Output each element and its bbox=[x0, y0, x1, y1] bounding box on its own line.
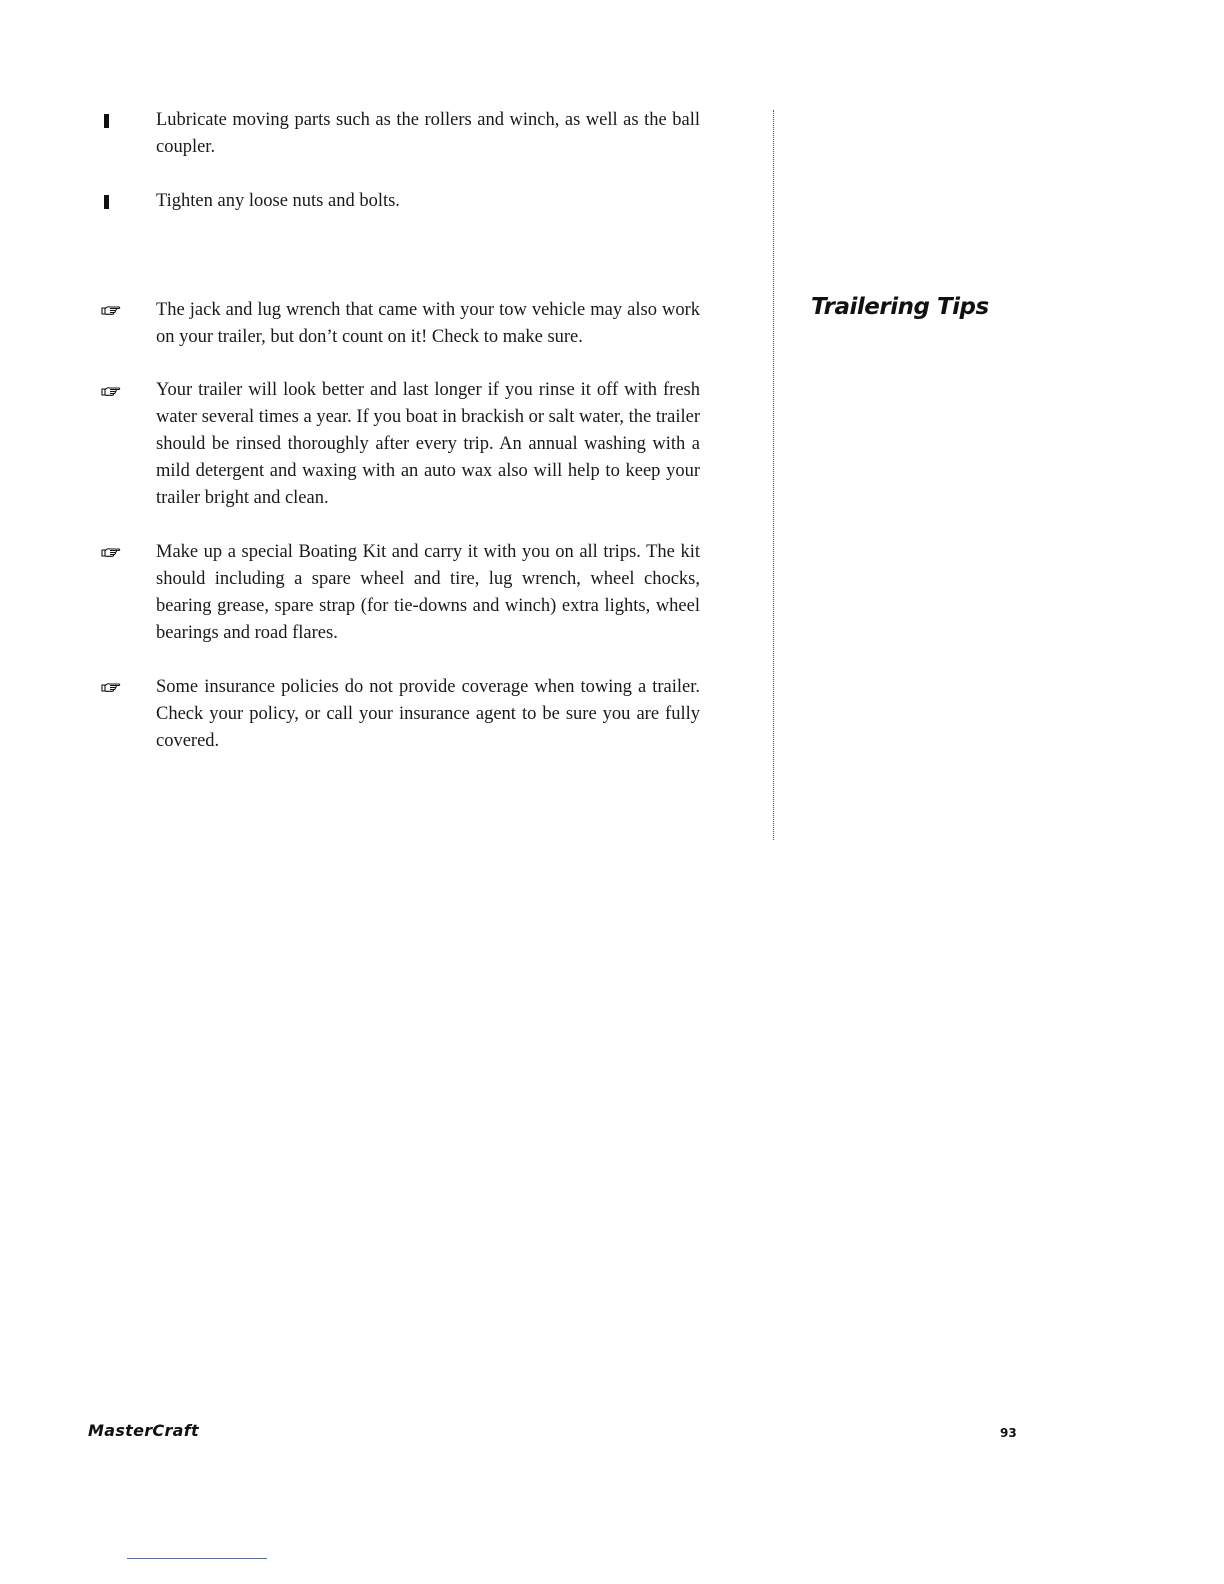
square-bullet-icon bbox=[104, 195, 109, 209]
page-number: 93 bbox=[1000, 1426, 1017, 1440]
tip-paragraph: Make up a special Boating Kit and carry it with you on all trips. The kit should including a spare wheel and tire, lug wrench, wheel chocks, bearing grease, spare strap (for tie-downs and winch) extra lights, wheel bearings and road flares. bbox=[156, 542, 700, 643]
tip-paragraph: Your trailer will look better and last longer if you rinse it off with fresh water several times a year. If you boat in brackish or salt water, the trailer should be rinsed thoroughly after every trip. An annual washing with a mild detergent and waxing with an auto wax also will help to keep your trailer bright and clean. bbox=[156, 380, 700, 508]
column-divider bbox=[773, 110, 774, 840]
section-title: Trailering Tips bbox=[811, 294, 989, 320]
tip-paragraph: The jack and lug wrench that came with your tow vehicle may also work on your trailer, but don’t count on it! Check to make sure. bbox=[156, 300, 700, 347]
tip-paragraph: Some insurance policies do not provide coverage when towing a trailer. Check your policy, or call your insurance agent to be sure you are fully covered. bbox=[156, 677, 700, 751]
pointing-hand-icon bbox=[101, 385, 121, 397]
footnote-rule bbox=[127, 1558, 267, 1559]
maintenance-item: Tighten any loose nuts and bolts. bbox=[156, 191, 400, 211]
pointing-hand-icon bbox=[101, 304, 121, 316]
square-bullet-icon bbox=[104, 114, 109, 128]
pointing-hand-icon bbox=[101, 681, 121, 693]
pointing-hand-icon bbox=[101, 546, 121, 558]
brand-logo: MasterCraft bbox=[88, 1421, 199, 1440]
maintenance-item: Lubricate moving parts such as the rollers and winch, as well as the ball coupler. bbox=[156, 110, 700, 157]
